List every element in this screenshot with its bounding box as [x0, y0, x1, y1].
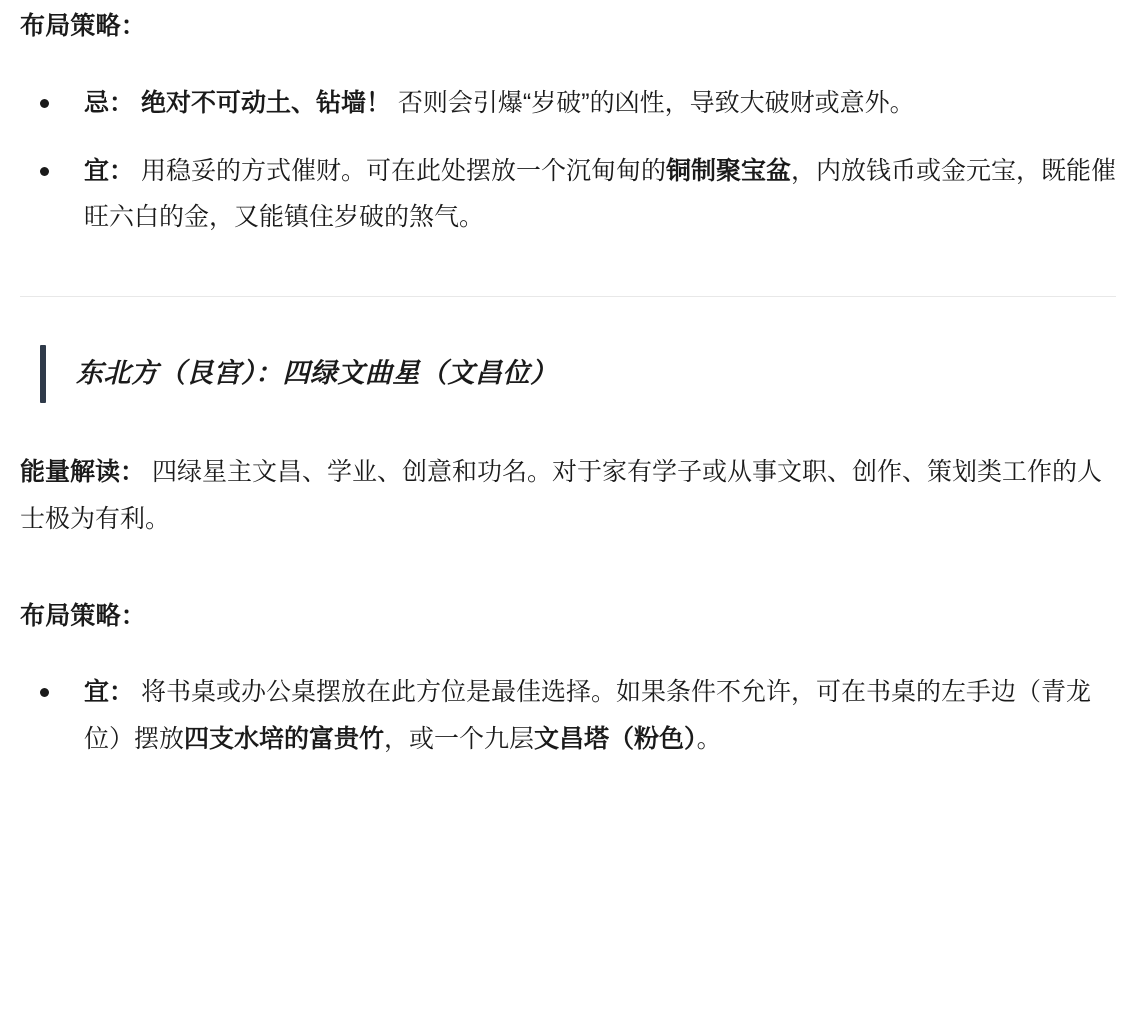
emphasis-text: 铜制聚宝盆 [665, 156, 791, 185]
paragraph-body: 四绿星主文昌、学业、创意和功名。对于家有学子或从事文职、创作、策划类工作的人士极为有利。 [20, 458, 1102, 533]
section-label-layout-strategy-1: 布局策略： [20, 12, 147, 40]
paragraph-lead-label: 能量解读： [20, 458, 146, 487]
body-text: ，内放钱币或金元宝，既能催旺六白的金，又能镇住岁破的煞气。 [84, 156, 1116, 231]
emphasis-text: 文昌塔（粉色） [534, 724, 697, 753]
list-item [20, 148, 1116, 241]
list-item [20, 80, 1116, 126]
document-page [0, 8, 1136, 762]
body-text: 。 [696, 724, 722, 753]
bullet-dot-icon [40, 167, 49, 176]
page-title: 东北方（艮宫）：四绿文曲星（文昌位） [76, 358, 558, 389]
bullet-list-layout-strategy-2 [20, 669, 1116, 762]
paragraph-energy-reading [20, 449, 1116, 542]
list-item [20, 669, 1116, 762]
body-text: 用稳妥的方式催财。可在此处摆放一个沉甸甸的 [134, 156, 666, 185]
emphasis-text: 绝对不可动土、钻墙！ [140, 88, 391, 117]
list-item-text [84, 678, 1091, 752]
emphasis-text: 四支水培的富贵竹 [184, 724, 385, 753]
section-divider [20, 296, 1116, 297]
bullet-list-layout-strategy-1 [20, 80, 1116, 241]
heading-accent-bar [40, 345, 46, 403]
emphasis-text: 忌： [84, 88, 135, 117]
section-label-layout-strategy-2: 布局策略： [20, 601, 147, 630]
body-text [134, 89, 141, 117]
list-item-text [84, 157, 1116, 231]
section-heading-northeast [20, 343, 1116, 405]
list-item-text [84, 89, 915, 117]
emphasis-text: 宜： [84, 678, 135, 707]
bullet-dot-icon [40, 688, 49, 697]
body-text: 否则会引爆“岁破”的凶性，导致大破财或意外。 [390, 88, 915, 117]
body-text: ，或一个九层 [384, 724, 535, 753]
bullet-dot-icon [40, 99, 49, 108]
body-text: 将书桌或办公桌摆放在此方位是最佳选择。如果条件不允许，可在书桌的左手边（青龙位）摆放 [84, 678, 1091, 753]
emphasis-text: 宜： [84, 156, 135, 185]
